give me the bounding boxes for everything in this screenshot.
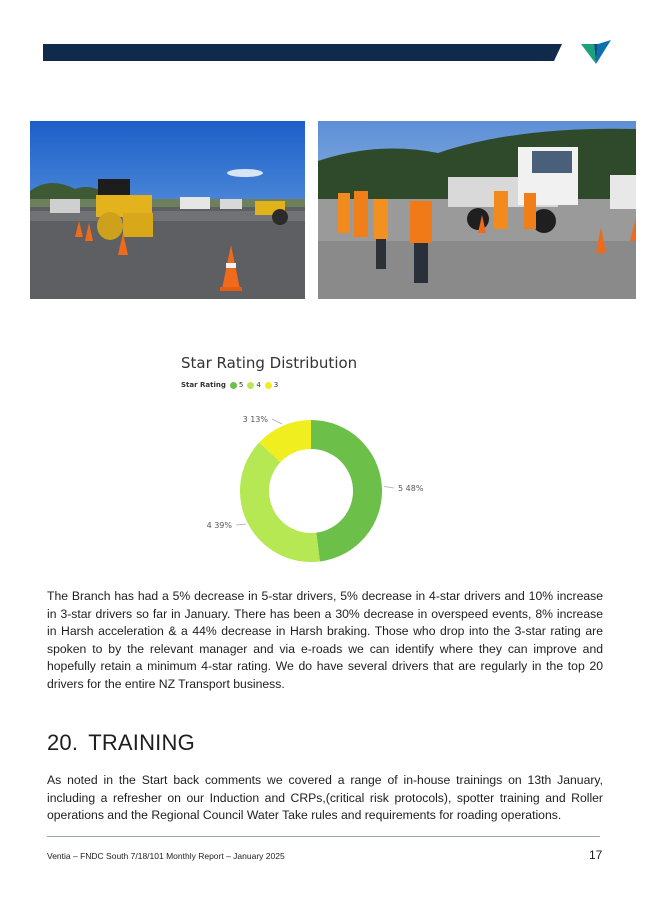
legend-title: Star Rating <box>181 381 226 389</box>
legend-item-3 <box>265 381 278 389</box>
donut-leader-4 <box>236 524 246 525</box>
legend-dot-4 <box>247 382 254 389</box>
donut-slice-5 <box>311 420 382 561</box>
legend-dot-5 <box>230 382 237 389</box>
donut-label-4: 4 39% <box>206 521 232 530</box>
donut-label-5: 5 48% <box>398 484 424 493</box>
training-paragraph: As noted in the Start back comments we covered a range of in-house trainings on 13th January, including a refresher on our Induction and CRPs,(critical risk protocols), spotter training and Roller operations and the Regional Council Water Take rules and requirements for roading operations. <box>47 773 603 823</box>
legend-label-4: 4 <box>256 381 261 389</box>
roller-training-site-photo <box>30 121 305 299</box>
legend-item-5 <box>230 381 243 389</box>
ventia-logo-icon <box>581 40 611 68</box>
donut-leader-5 <box>384 486 394 488</box>
legend-dot-3 <box>265 382 272 389</box>
star-rating-summary-paragraph: The Branch has had a 5% decrease in 5-star drivers, 5% decrease in 4-star drivers and 10% increase in 3-star drivers so far in January. There has been a 30% decrease in overspeed events, 8% increase in Harsh acceleration & a 44% decrease in Harsh braking. Those who drop into the 3-star rating are spoken to by the relevant manager and via e-roads we can identify where they can improve and hopefully retain a minimum 4-star rating. We do have several drivers that are regularly in the top 20 drivers for the entire NZ Transport business. <box>47 589 603 691</box>
page-number: 17 <box>589 848 603 862</box>
footer-divider <box>47 836 600 837</box>
footer-report-title: Ventia – FNDC South 7/18/101 Monthly Report – January 2025 <box>47 851 285 861</box>
donut-label-3: 3 13% <box>242 415 268 424</box>
header-bar <box>43 44 562 61</box>
section-title: TRAINING <box>88 730 195 755</box>
legend-label-5: 5 <box>238 381 244 389</box>
donut-leader-3 <box>272 419 282 424</box>
crew-truck-site-photo <box>318 121 636 299</box>
star-rating-donut-chart <box>180 400 440 570</box>
chart-legend <box>181 381 282 389</box>
section-number: 20. <box>47 730 79 755</box>
section-heading-training <box>47 730 195 756</box>
legend-item-4 <box>247 381 260 389</box>
legend-label-3: 3 <box>273 381 279 389</box>
chart-title: Star Rating Distribution <box>181 354 358 372</box>
